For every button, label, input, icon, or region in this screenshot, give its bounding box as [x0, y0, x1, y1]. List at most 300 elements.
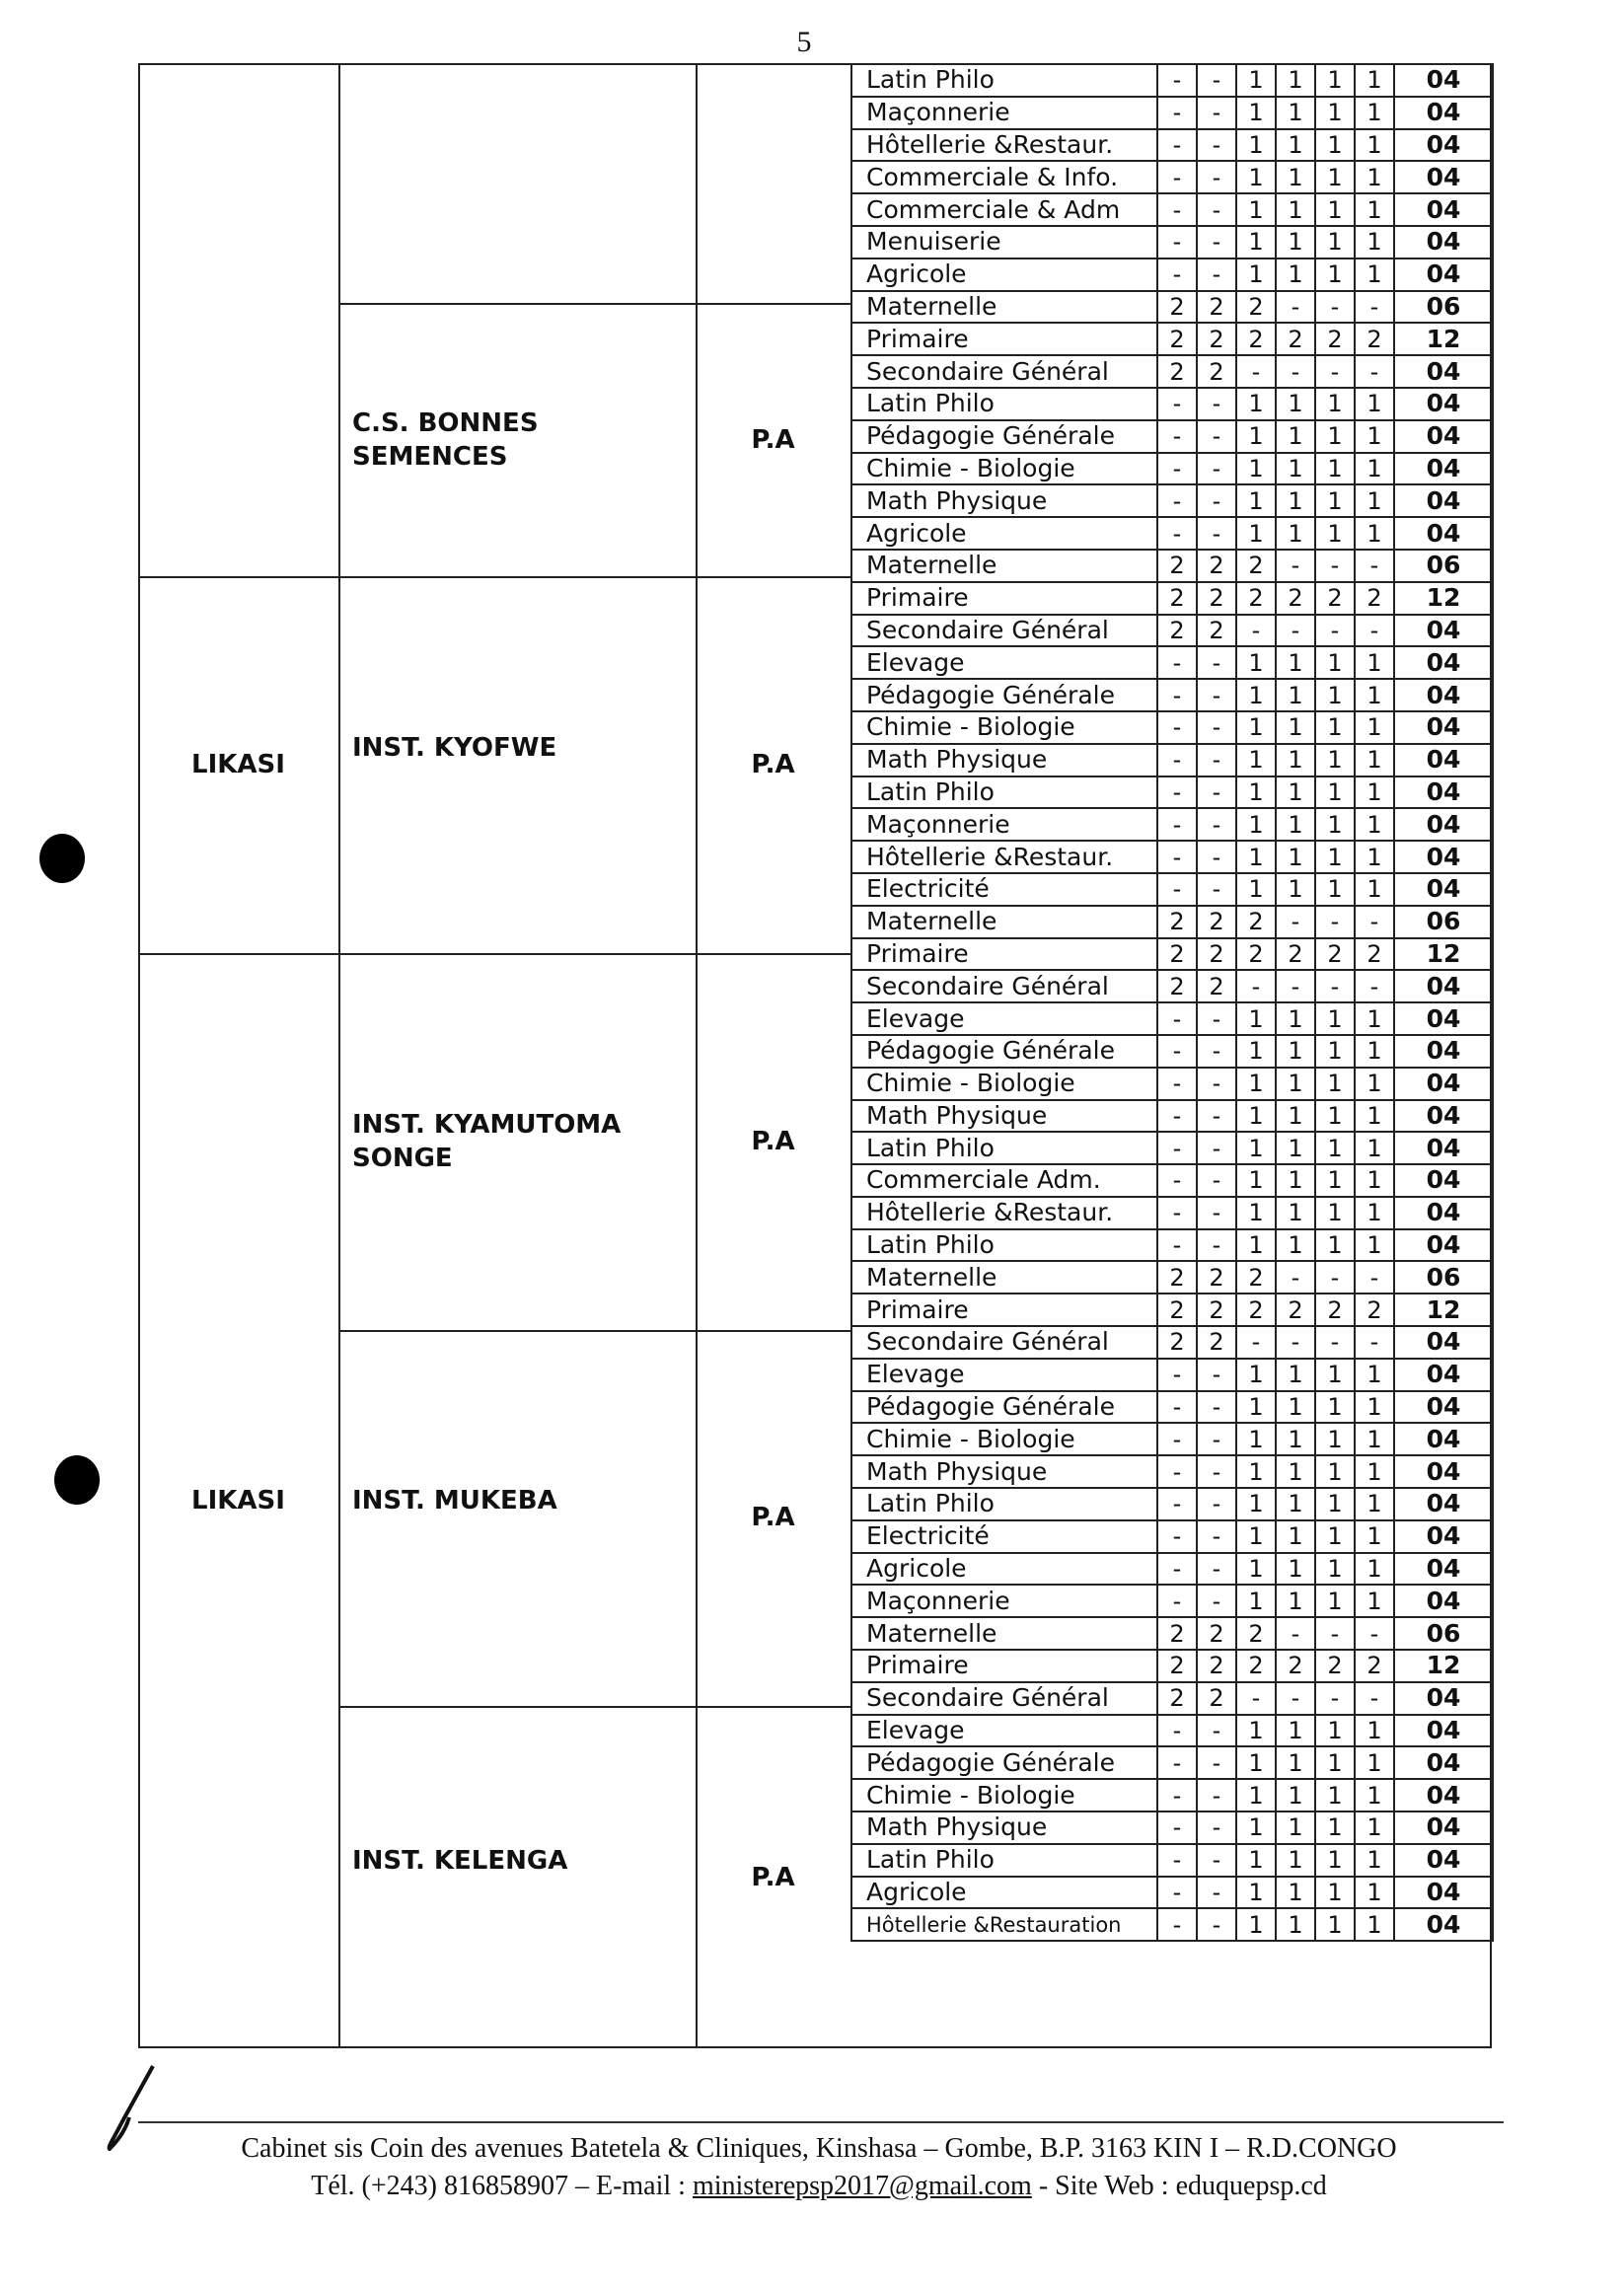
option-cell: Maçonnerie: [851, 1585, 1157, 1617]
class-count-cell: -: [1315, 970, 1355, 1002]
class-count-cell: -: [1355, 970, 1394, 1002]
footer-separator: [138, 2121, 1504, 2123]
class-count-cell: -: [1197, 1423, 1236, 1455]
class-count-cell: 1: [1276, 1908, 1315, 1941]
table-row: [851, 161, 1493, 193]
class-count-cell: 2: [1236, 1650, 1276, 1682]
total-cell: 04: [1394, 1035, 1493, 1068]
table-row: [851, 776, 1493, 809]
table-row: [851, 1488, 1493, 1520]
class-count-cell: 1: [1355, 97, 1394, 129]
class-count-cell: 2: [1276, 323, 1315, 355]
class-count-cell: 2: [1355, 582, 1394, 615]
class-count-cell: -: [1276, 550, 1315, 582]
class-count-cell: -: [1157, 1908, 1197, 1941]
class-count-cell: 2: [1315, 1294, 1355, 1326]
table-row: [851, 1650, 1493, 1682]
class-count-cell: 1: [1276, 259, 1315, 291]
option-cell: Primaire: [851, 938, 1157, 971]
class-count-cell: -: [1236, 1326, 1276, 1359]
option-cell: Secondaire Général: [851, 1326, 1157, 1359]
option-cell: Menuiserie: [851, 226, 1157, 259]
class-count-cell: -: [1157, 517, 1197, 550]
total-cell: 04: [1394, 484, 1493, 517]
table-row: [851, 64, 1493, 97]
school-name: INST. KELENGA: [352, 1845, 568, 1876]
class-count-cell: 1: [1355, 1455, 1394, 1488]
class-count-cell: -: [1276, 291, 1315, 324]
grid-line: [338, 303, 850, 305]
total-cell: 04: [1394, 1877, 1493, 1909]
table-row: [851, 1585, 1493, 1617]
total-cell: 04: [1394, 1326, 1493, 1359]
class-count-cell: -: [1157, 1553, 1197, 1586]
total-cell: 12: [1394, 938, 1493, 971]
class-count-cell: -: [1157, 97, 1197, 129]
class-count-cell: 1: [1315, 1877, 1355, 1909]
class-count-cell: -: [1355, 550, 1394, 582]
class-count-cell: 1: [1236, 1877, 1276, 1909]
class-count-cell: 1: [1276, 1423, 1315, 1455]
class-count-cell: -: [1276, 970, 1315, 1002]
footer-website: - Site Web : eduquepsp.cd: [1031, 2171, 1327, 2201]
class-count-cell: 2: [1197, 970, 1236, 1002]
total-cell: 06: [1394, 291, 1493, 324]
class-count-cell: 1: [1355, 873, 1394, 906]
class-count-cell: -: [1197, 1811, 1236, 1844]
option-cell: Commerciale & Adm: [851, 193, 1157, 226]
class-count-cell: 1: [1315, 64, 1355, 97]
total-cell: 04: [1394, 161, 1493, 193]
class-count-cell: 1: [1315, 808, 1355, 841]
table-row: [851, 1132, 1493, 1164]
table-row: [851, 1908, 1493, 1941]
class-count-cell: 1: [1315, 679, 1355, 711]
class-count-cell: 1: [1355, 744, 1394, 776]
class-count-cell: -: [1197, 873, 1236, 906]
class-count-cell: 2: [1276, 938, 1315, 971]
option-cell: Maternelle: [851, 550, 1157, 582]
class-count-cell: 1: [1315, 517, 1355, 550]
class-count-cell: -: [1197, 129, 1236, 162]
total-cell: 04: [1394, 970, 1493, 1002]
table-row: [851, 355, 1493, 388]
class-count-cell: 1: [1355, 1068, 1394, 1100]
options-table: [850, 63, 1494, 1942]
table-row: [851, 1261, 1493, 1294]
table-row: [851, 453, 1493, 485]
table-row: [851, 1715, 1493, 1747]
table-row: [851, 226, 1493, 259]
class-count-cell: 1: [1355, 1908, 1394, 1941]
class-count-cell: 1: [1355, 1746, 1394, 1779]
option-cell: Primaire: [851, 582, 1157, 615]
option-cell: Elevage: [851, 1715, 1157, 1747]
total-cell: 04: [1394, 1100, 1493, 1133]
class-count-cell: -: [1157, 1359, 1197, 1391]
class-count-cell: 1: [1355, 1553, 1394, 1586]
class-count-cell: 1: [1236, 259, 1276, 291]
class-count-cell: 1: [1315, 1811, 1355, 1844]
table-row: [851, 1100, 1493, 1133]
total-cell: 04: [1394, 841, 1493, 873]
class-count-cell: 1: [1236, 744, 1276, 776]
class-count-cell: 1: [1236, 1100, 1276, 1133]
class-count-cell: -: [1355, 1617, 1394, 1650]
table-row: [851, 1617, 1493, 1650]
class-count-cell: 1: [1236, 1068, 1276, 1100]
class-count-cell: -: [1197, 1520, 1236, 1553]
class-count-cell: 1: [1236, 776, 1276, 809]
total-cell: 04: [1394, 1229, 1493, 1262]
class-count-cell: -: [1157, 259, 1197, 291]
class-count-cell: 1: [1236, 1715, 1276, 1747]
class-count-cell: -: [1315, 1682, 1355, 1715]
class-count-cell: 2: [1197, 582, 1236, 615]
class-count-cell: 1: [1236, 1520, 1276, 1553]
option-cell: Math Physique: [851, 1811, 1157, 1844]
class-count-cell: 1: [1315, 1746, 1355, 1779]
class-count-cell: -: [1197, 420, 1236, 453]
table-row: [851, 938, 1493, 971]
total-cell: 04: [1394, 226, 1493, 259]
class-count-cell: -: [1157, 161, 1197, 193]
total-cell: 04: [1394, 1359, 1493, 1391]
school-name: C.S. BONNES SEMENCES: [352, 407, 539, 472]
class-count-cell: -: [1197, 259, 1236, 291]
total-cell: 06: [1394, 550, 1493, 582]
table-row: [851, 744, 1493, 776]
class-count-cell: 1: [1315, 1164, 1355, 1197]
table-row: [851, 1229, 1493, 1262]
option-cell: Pédagogie Générale: [851, 1391, 1157, 1424]
class-count-cell: 1: [1236, 1359, 1276, 1391]
class-count-cell: 1: [1236, 226, 1276, 259]
class-count-cell: 1: [1276, 1455, 1315, 1488]
class-count-cell: 1: [1276, 1197, 1315, 1229]
option-cell: Maternelle: [851, 1261, 1157, 1294]
total-cell: 04: [1394, 1068, 1493, 1100]
class-count-cell: 1: [1355, 453, 1394, 485]
class-count-cell: -: [1197, 1844, 1236, 1877]
region-name: LIKASI: [191, 750, 285, 780]
class-count-cell: 1: [1276, 1391, 1315, 1424]
class-count-cell: 1: [1276, 1068, 1315, 1100]
class-count-cell: 2: [1197, 906, 1236, 938]
class-count-cell: -: [1197, 1035, 1236, 1068]
table-row: [851, 711, 1493, 744]
class-count-cell: 1: [1315, 1391, 1355, 1424]
page-number: 5: [796, 26, 812, 58]
class-count-cell: -: [1197, 1488, 1236, 1520]
class-count-cell: 1: [1355, 1488, 1394, 1520]
class-count-cell: 1: [1355, 646, 1394, 679]
class-count-cell: 1: [1276, 679, 1315, 711]
class-count-cell: 1: [1236, 1488, 1276, 1520]
class-count-cell: -: [1276, 906, 1315, 938]
table-row: [851, 970, 1493, 1002]
class-count-cell: 1: [1276, 453, 1315, 485]
option-cell: Math Physique: [851, 1100, 1157, 1133]
table-row: [851, 1164, 1493, 1197]
option-cell: Maçonnerie: [851, 808, 1157, 841]
class-count-cell: 1: [1355, 193, 1394, 226]
class-count-cell: 1: [1355, 1423, 1394, 1455]
class-count-cell: -: [1197, 484, 1236, 517]
class-count-cell: 2: [1236, 323, 1276, 355]
class-count-cell: 1: [1236, 679, 1276, 711]
class-count-cell: 1: [1355, 1811, 1394, 1844]
class-count-cell: 1: [1355, 1197, 1394, 1229]
table-row: [851, 1553, 1493, 1586]
class-count-cell: 2: [1157, 1617, 1197, 1650]
table-row: [851, 1746, 1493, 1779]
class-count-cell: 1: [1236, 193, 1276, 226]
class-count-cell: 1: [1355, 1585, 1394, 1617]
class-count-cell: 1: [1315, 226, 1355, 259]
class-count-cell: -: [1197, 517, 1236, 550]
table-row: [851, 129, 1493, 162]
class-count-cell: -: [1157, 679, 1197, 711]
class-count-cell: -: [1276, 1261, 1315, 1294]
school-regime: P.A: [751, 424, 795, 455]
footer-email[interactable]: ministerepsp2017@gmail.com: [692, 2171, 1032, 2201]
option-cell: Hôtellerie &Restaur.: [851, 129, 1157, 162]
class-count-cell: 1: [1355, 1877, 1394, 1909]
punch-hole: [54, 1455, 100, 1505]
option-cell: Latin Philo: [851, 388, 1157, 420]
option-cell: Pédagogie Générale: [851, 1035, 1157, 1068]
option-cell: Maçonnerie: [851, 97, 1157, 129]
class-count-cell: 1: [1276, 226, 1315, 259]
class-count-cell: 2: [1197, 1650, 1236, 1682]
school-name: INST. MUKEBA: [352, 1486, 557, 1516]
class-count-cell: -: [1157, 193, 1197, 226]
class-count-cell: 1: [1276, 1585, 1315, 1617]
class-count-cell: -: [1197, 1908, 1236, 1941]
table-row: [851, 1002, 1493, 1035]
total-cell: 04: [1394, 1423, 1493, 1455]
class-count-cell: 2: [1197, 550, 1236, 582]
option-cell: Elevage: [851, 1359, 1157, 1391]
option-cell: Hôtellerie &Restaur.: [851, 1197, 1157, 1229]
class-count-cell: 1: [1315, 1520, 1355, 1553]
class-count-cell: 1: [1355, 517, 1394, 550]
class-count-cell: 1: [1315, 1553, 1355, 1586]
class-count-cell: -: [1157, 711, 1197, 744]
class-count-cell: -: [1197, 1391, 1236, 1424]
total-cell: 04: [1394, 679, 1493, 711]
table-row: [851, 679, 1493, 711]
class-count-cell: 1: [1355, 1132, 1394, 1164]
option-cell: Chimie - Biologie: [851, 1068, 1157, 1100]
class-count-cell: 1: [1355, 1391, 1394, 1424]
table-row: [851, 841, 1493, 873]
class-count-cell: 1: [1236, 484, 1276, 517]
total-cell: 04: [1394, 259, 1493, 291]
class-count-cell: 2: [1236, 906, 1276, 938]
class-count-cell: 2: [1157, 1650, 1197, 1682]
class-count-cell: 1: [1315, 646, 1355, 679]
class-count-cell: -: [1197, 1132, 1236, 1164]
total-cell: 04: [1394, 646, 1493, 679]
table-row: [851, 1877, 1493, 1909]
class-count-cell: 1: [1315, 1197, 1355, 1229]
class-count-cell: 2: [1157, 550, 1197, 582]
class-count-cell: 1: [1236, 517, 1276, 550]
option-cell: Latin Philo: [851, 1132, 1157, 1164]
class-count-cell: 1: [1276, 1488, 1315, 1520]
class-count-cell: 1: [1355, 1100, 1394, 1133]
class-count-cell: 1: [1276, 1100, 1315, 1133]
class-count-cell: -: [1197, 1455, 1236, 1488]
total-cell: 04: [1394, 1779, 1493, 1811]
class-count-cell: -: [1197, 711, 1236, 744]
class-count-cell: 2: [1197, 1617, 1236, 1650]
class-count-cell: 1: [1276, 776, 1315, 809]
table-row: [851, 291, 1493, 324]
class-count-cell: -: [1197, 64, 1236, 97]
option-cell: Electricité: [851, 873, 1157, 906]
class-count-cell: 1: [1236, 420, 1276, 453]
class-count-cell: 1: [1355, 1359, 1394, 1391]
region-name: LIKASI: [191, 1485, 285, 1516]
class-count-cell: 1: [1276, 1002, 1315, 1035]
table-row: [851, 517, 1493, 550]
class-count-cell: -: [1197, 1100, 1236, 1133]
total-cell: 04: [1394, 1132, 1493, 1164]
class-count-cell: -: [1197, 226, 1236, 259]
option-cell: Commerciale & Info.: [851, 161, 1157, 193]
school-name: INST. KYAMUTOMA SONGE: [352, 1109, 622, 1173]
total-cell: 12: [1394, 1294, 1493, 1326]
class-count-cell: 2: [1276, 1650, 1315, 1682]
class-count-cell: 1: [1315, 1423, 1355, 1455]
class-count-cell: 1: [1315, 1715, 1355, 1747]
option-cell: Secondaire Général: [851, 970, 1157, 1002]
class-count-cell: 2: [1157, 970, 1197, 1002]
class-count-cell: 1: [1355, 484, 1394, 517]
table-row: [851, 1844, 1493, 1877]
class-count-cell: 1: [1236, 1391, 1276, 1424]
option-cell: Primaire: [851, 1294, 1157, 1326]
grid-line: [338, 1706, 850, 1708]
class-count-cell: 1: [1315, 1002, 1355, 1035]
option-cell: Maternelle: [851, 1617, 1157, 1650]
class-count-cell: 1: [1276, 517, 1315, 550]
class-count-cell: -: [1157, 1455, 1197, 1488]
class-count-cell: 1: [1315, 1844, 1355, 1877]
class-count-cell: 1: [1236, 453, 1276, 485]
class-count-cell: -: [1197, 776, 1236, 809]
class-count-cell: -: [1197, 808, 1236, 841]
class-count-cell: 2: [1315, 323, 1355, 355]
table-row: [851, 1682, 1493, 1715]
class-count-cell: 1: [1355, 679, 1394, 711]
class-count-cell: 2: [1236, 1261, 1276, 1294]
total-cell: 04: [1394, 615, 1493, 647]
class-count-cell: 1: [1236, 1423, 1276, 1455]
table-row: [851, 1359, 1493, 1391]
class-count-cell: -: [1276, 615, 1315, 647]
class-count-cell: 1: [1355, 64, 1394, 97]
class-count-cell: 1: [1355, 1715, 1394, 1747]
class-count-cell: 1: [1315, 484, 1355, 517]
table-row: [851, 1035, 1493, 1068]
option-cell: Maternelle: [851, 906, 1157, 938]
total-cell: 04: [1394, 744, 1493, 776]
table-row: [851, 550, 1493, 582]
class-count-cell: 1: [1315, 97, 1355, 129]
option-cell: Chimie - Biologie: [851, 711, 1157, 744]
class-count-cell: -: [1315, 1326, 1355, 1359]
table-row: [851, 1455, 1493, 1488]
option-cell: Latin Philo: [851, 64, 1157, 97]
class-count-cell: -: [1157, 1100, 1197, 1133]
class-count-cell: -: [1355, 906, 1394, 938]
class-count-cell: 1: [1276, 1359, 1315, 1391]
option-cell: Electricité: [851, 1520, 1157, 1553]
class-count-cell: 1: [1315, 1908, 1355, 1941]
total-cell: 04: [1394, 1682, 1493, 1715]
school-regime: P.A: [751, 1862, 795, 1892]
total-cell: 04: [1394, 776, 1493, 809]
table-row: [851, 388, 1493, 420]
class-count-cell: -: [1197, 841, 1236, 873]
class-count-cell: 1: [1355, 1164, 1394, 1197]
class-count-cell: -: [1197, 193, 1236, 226]
class-count-cell: 1: [1276, 1746, 1315, 1779]
total-cell: 12: [1394, 1650, 1493, 1682]
class-count-cell: 2: [1197, 291, 1236, 324]
class-count-cell: 1: [1315, 841, 1355, 873]
class-count-cell: 1: [1355, 1520, 1394, 1553]
class-count-cell: -: [1315, 355, 1355, 388]
school-regime: P.A: [751, 1503, 795, 1533]
total-cell: 04: [1394, 1811, 1493, 1844]
class-count-cell: -: [1157, 1844, 1197, 1877]
class-count-cell: 1: [1236, 1811, 1276, 1844]
class-count-cell: 1: [1276, 1779, 1315, 1811]
class-count-cell: 1: [1236, 646, 1276, 679]
class-count-cell: 1: [1315, 1132, 1355, 1164]
class-count-cell: 2: [1157, 355, 1197, 388]
class-count-cell: -: [1157, 1229, 1197, 1262]
class-count-cell: -: [1157, 744, 1197, 776]
class-count-cell: -: [1197, 453, 1236, 485]
total-cell: 04: [1394, 453, 1493, 485]
total-cell: 06: [1394, 1617, 1493, 1650]
total-cell: 04: [1394, 1164, 1493, 1197]
class-count-cell: 1: [1315, 711, 1355, 744]
class-count-cell: 1: [1236, 97, 1276, 129]
grid-line: [138, 953, 850, 955]
class-count-cell: 1: [1276, 744, 1315, 776]
total-cell: 06: [1394, 906, 1493, 938]
total-cell: 04: [1394, 1585, 1493, 1617]
table-row: [851, 1811, 1493, 1844]
class-count-cell: -: [1355, 615, 1394, 647]
total-cell: 04: [1394, 1715, 1493, 1747]
class-count-cell: -: [1157, 420, 1197, 453]
option-cell: Latin Philo: [851, 1229, 1157, 1262]
class-count-cell: -: [1157, 1391, 1197, 1424]
class-count-cell: 2: [1236, 582, 1276, 615]
total-cell: 04: [1394, 129, 1493, 162]
class-count-cell: -: [1197, 388, 1236, 420]
class-count-cell: 1: [1236, 1585, 1276, 1617]
class-count-cell: 1: [1276, 873, 1315, 906]
